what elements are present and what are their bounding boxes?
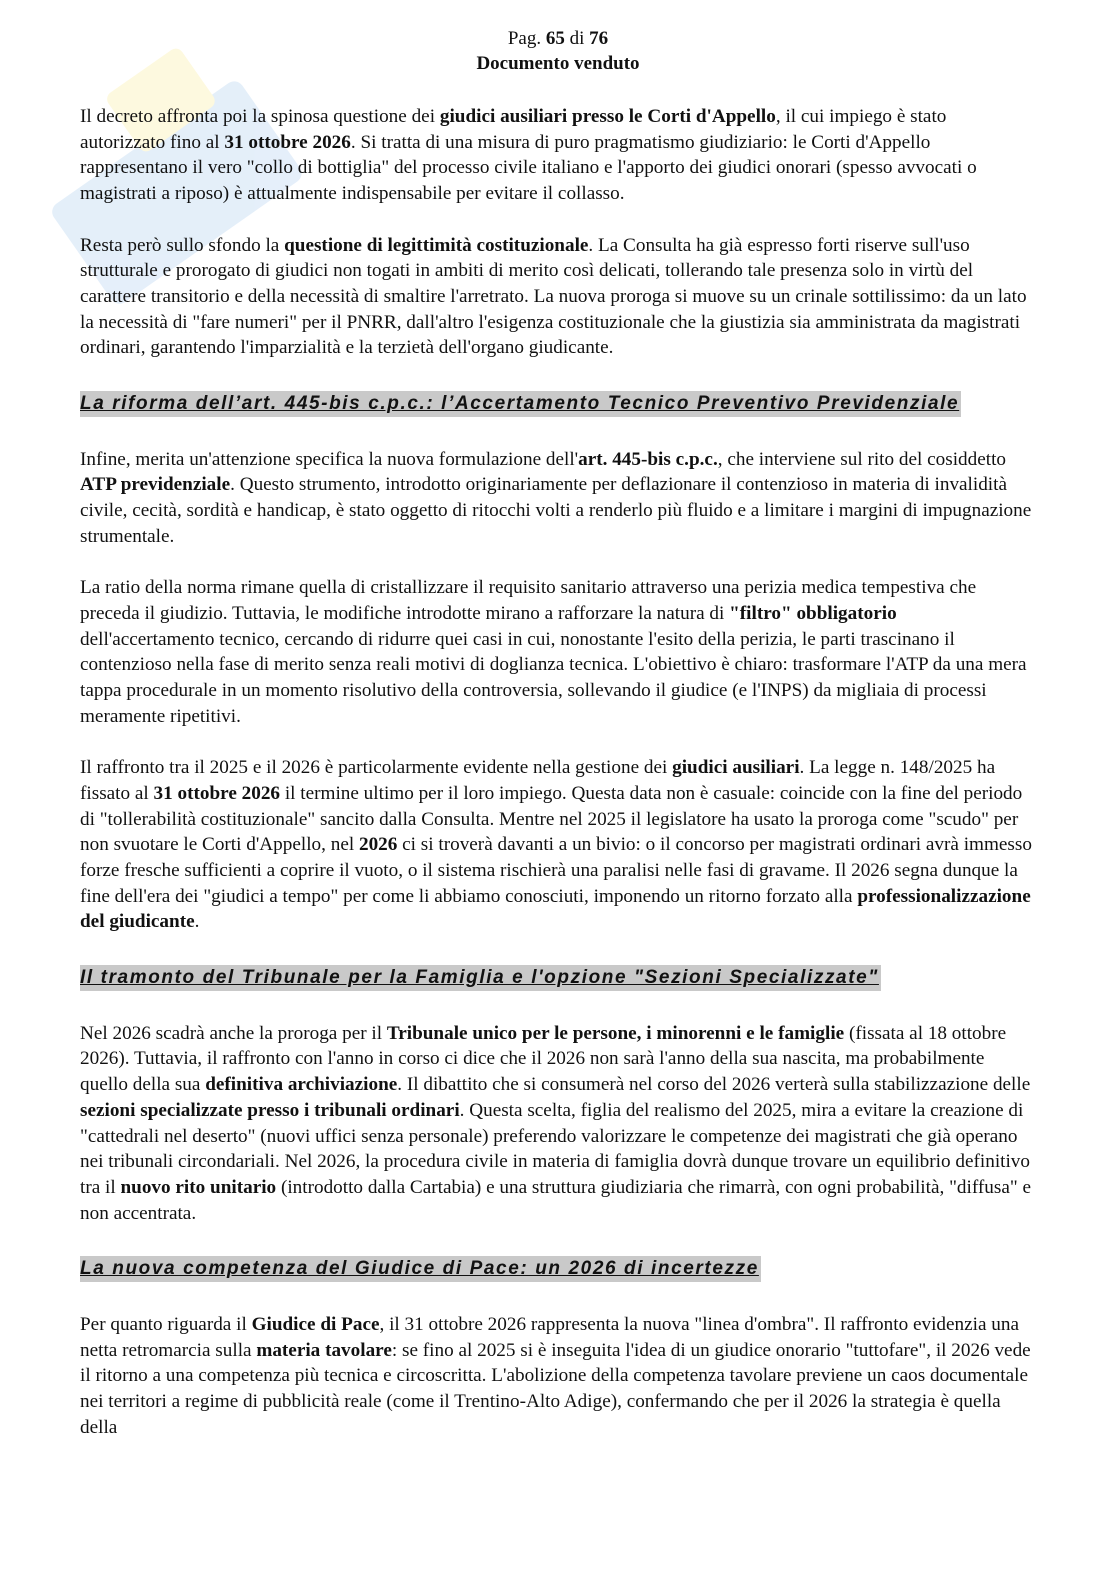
total-pages: 76 <box>589 28 609 49</box>
text-run: ci si troverà davanti a un bivio: o il concorso per magistrati ordinari avrà immesso forze fresche sufficienti a coprire il vuoto, o il sistema rischierà una paralisi nelle fasi di gravame. Il 2026 segna dunque la fine dell'era dei "giudici a tempo" per come li abbiamo conosciuti, imponendo un ritorno forzato alla <box>80 834 1032 907</box>
bold-text: 2026 <box>358 834 398 856</box>
bold-text: nuovo rito unitario <box>120 1176 277 1198</box>
bold-text: sezioni specializzate presso i tribunali ordinari <box>80 1099 460 1121</box>
paragraph <box>80 1021 1035 1227</box>
text-run: (introdotto dalla Cartabia) e una struttura giudiziaria che rimarrà, con ogni probabilità, "diffusa" e non accentrata. <box>80 1176 1031 1224</box>
text-run: . Il dibattito che si consumerà nel corso del 2026 verterà sulla stabilizzazione delle <box>397 1074 1031 1096</box>
text-run: Per quanto riguarda il <box>80 1314 252 1336</box>
document-body <box>80 104 1035 1466</box>
text-run: , il 31 ottobre 2026 rappresenta la nuova "linea d'ombra". Il raffronto evidenzia una netta retromarcia sulla <box>80 1314 1019 1361</box>
text-run: La ratio della norma rimane quella di cristallizzare il requisito sanitario attraverso una perizia medica tempestiva che preceda il giudizio. Tuttavia, le modifiche introdotte mirano a rafforzare la natura di <box>80 577 977 624</box>
text-run: . La legge n. 148/2025 ha fissato al <box>80 757 996 804</box>
current-page: 65 <box>545 28 565 49</box>
bold-text: definitiva archiviazione <box>205 1074 398 1096</box>
bold-text: ATP previdenziale <box>80 474 231 496</box>
page-number: Pag. 65 di 76 <box>507 28 609 49</box>
text-run: . Questa scelta, figlia del realismo del 2025, mira a evitare la creazione di "cattedrali nel deserto" (nuovi uffici senza personale) preferendo valorizzare le competenze dei magistrati che già operano nei tribunali circondariali. Nel 2026, la procedura civile in materia di famiglia dovrà dunque trovare un equilibrio definitivo tra il <box>80 1099 1030 1198</box>
text-run: . <box>194 911 200 933</box>
text-run: dell'accertamento tecnico, cercando di ridurre quei casi in cui, nonostante l'esito della perizia, le parti trascinano il contenzioso nella fase di merito senza reali motivi di doglianza tecnica. L'obiettivo è chiaro: trasformare l'ATP da una mera tappa procedurale in un momento risolutivo della controversia, sollevando il giudice (e l'INPS) da migliaia di processi meramente ripetitivi. <box>80 628 1027 727</box>
document-status: Documento venduto <box>476 53 640 74</box>
text-run: . Si tratta di una misura di puro pragmatismo giudiziario: le Corti d'Appello rappresentano il vero "collo di bottiglia" del processo civile italiano e l'apporto dei giudici onorari (spesso avvocati o magistrati a riposo) è attualmente indispensabile per evitare il collasso. <box>80 131 977 205</box>
text-run: Infine, merita un'attenzione specifica la nuova formulazione dell' <box>80 448 579 470</box>
bold-text: 31 ottobre 2026 <box>153 782 281 804</box>
section-heading: Il tramonto del Tribunale per la Famiglia e l'opzione "Sezioni Specializzate" <box>80 965 881 991</box>
page-header <box>0 26 1116 76</box>
paragraph <box>80 447 1035 550</box>
paragraph <box>80 1312 1035 1441</box>
bold-text: professionalizzazione del giudicante <box>80 885 1031 933</box>
section-heading: La nuova competenza del Giudice di Pace: un 2026 di incertezze <box>80 1256 761 1282</box>
text-run: : se fino al 2025 si è inseguita l'idea di un giudice onorario "tuttofare", il 2026 vede il ritorno a una competenza più tecnica e circoscritta. L'abolizione della competenza tavolare previene un caos documentale nei territori a regime di pubblicità reale (come il Trentino-Alto Adige), confermando che per il 2026 la strategia è quella della <box>80 1339 1031 1438</box>
bold-text: giudici ausiliari <box>672 757 800 779</box>
bold-text: Tribunale unico per le persone, i minorenni e le famiglie <box>386 1022 845 1044</box>
paragraph <box>80 755 1035 935</box>
text-run: (fissata al 18 ottobre 2026). Tuttavia, il raffronto con l'anno in corso ci dice che il 2026 non sarà l'anno della sua nascita, ma probabilmente quello della sua <box>80 1022 1007 1096</box>
bold-text: "filtro" obbligatorio <box>729 602 897 624</box>
paragraph <box>80 575 1035 729</box>
text-run: Il decreto affronta poi la spinosa questione dei <box>80 106 440 127</box>
text-run: . Questo strumento, introdotto originariamente per deflazionare il contenzioso in materia di invalidità civile, cecità, sordità e handicap, è stato oggetto di ritocchi volti a renderlo più fluido e a limitare i margini di impugnazione strumentale. <box>80 474 1032 547</box>
text-run: Resta però sullo sfondo la <box>80 234 285 256</box>
bold-text: art. 445-bis c.p.c. <box>578 448 718 470</box>
paragraph <box>80 233 1035 362</box>
paragraph <box>80 104 1035 207</box>
bold-text: 31 ottobre 2026 <box>224 131 351 153</box>
text-run: il termine ultimo per il loro impiego. Questa data non è casuale: coincide con la fine del periodo di "tollerabilità costituzionale" sancito dalla Consulta. Mentre nel 2025 il legislatore ha usato la proroga come "scudo" per non svuotare le Corti d'Appello, nel <box>80 782 1023 856</box>
text-run: . La Consulta ha già espresso forti riserve sull'uso strutturale e prorogato di giudici non togati in ambiti di merito così delicati, tollerando tale presenza solo in virtù del carattere transitorio e della necessità di smaltire l'arretrato. La nuova proroga si muove su un crinale sottilissimo: da un lato la necessità di "fare numeri" per il PNRR, dall'altro l'esigenza costituzionale che la giustizia sia amministrata da magistrati ordinari, garantendo l'imparzialità e la terzietà dell'organo giudicante. <box>80 234 1027 359</box>
text-run: , che interviene sul rito del cosiddetto <box>717 448 1007 470</box>
bold-text: Giudice di Pace <box>251 1314 380 1336</box>
bold-text: materia tavolare <box>256 1339 392 1361</box>
text-run: , il cui impiego è stato autorizzato fino al <box>80 106 947 153</box>
text-run: Il raffronto tra il 2025 e il 2026 è particolarmente evidente nella gestione dei <box>80 757 673 779</box>
section-heading: La riforma dell’art. 445-bis c.p.c.: l’Accertamento Tecnico Preventivo Previdenziale <box>80 391 961 417</box>
bold-text: questione di legittimità costituzionale <box>284 234 589 256</box>
bold-text: giudici ausiliari presso le Corti d'Appello <box>439 106 776 127</box>
text-run: Nel 2026 scadrà anche la proroga per il <box>80 1022 387 1044</box>
